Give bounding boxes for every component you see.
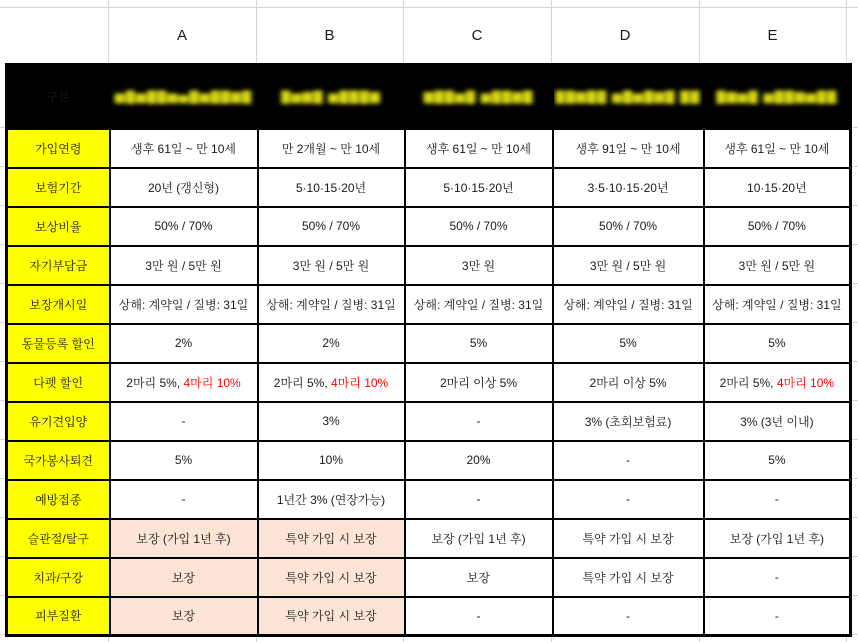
company-name-redacted-d[interactable] xyxy=(553,65,704,129)
company-name-redacted-b[interactable] xyxy=(258,65,405,129)
value-cell-e-row4[interactable]: 3만 원 / 5만 원 xyxy=(704,246,851,285)
value-cell-c-row8[interactable]: - xyxy=(405,402,553,441)
value-cell-a-row1[interactable]: 생후 61일 ~ 만 10세 xyxy=(110,129,258,168)
table-row xyxy=(7,402,851,441)
redacted-text: █▆▇█ ▆███▇ xyxy=(281,89,381,103)
value-cell-c-row9[interactable]: 20% xyxy=(405,441,553,480)
table-row xyxy=(7,246,851,285)
value-cell-e-row11[interactable]: 보장 (가입 1년 후) xyxy=(704,519,851,558)
value-cell-d-row1[interactable]: 생후 91일 ~ 만 10세 xyxy=(553,129,704,168)
row-label-cell[interactable]: 가입연령 xyxy=(7,129,110,168)
pet-insurance-comparison-table xyxy=(5,63,852,637)
table-header-row xyxy=(7,65,851,129)
redacted-text: ▇██▆█ ▆██▇█ xyxy=(423,89,534,103)
value-cell-b-row2[interactable]: 5·10·15·20년 xyxy=(258,168,405,207)
table-row xyxy=(7,597,851,636)
column-letter-e[interactable]: E xyxy=(767,26,778,44)
value-cell-a-row11[interactable]: 보장 (가입 1년 후) xyxy=(110,519,258,558)
value-cell-a-row7[interactable] xyxy=(110,363,258,402)
value-cell-a-row2[interactable]: 20년 (갱신형) xyxy=(110,168,258,207)
table-row xyxy=(7,558,851,597)
value-cell-c-row2[interactable]: 5·10·15·20년 xyxy=(405,168,553,207)
letter-cell-empty[interactable] xyxy=(5,7,108,63)
value-cell-d-row3[interactable]: 50% / 70% xyxy=(553,207,704,246)
value-cell-e-row6[interactable]: 5% xyxy=(704,324,851,363)
row-label-cell[interactable]: 동물등록 할인 xyxy=(7,324,110,363)
company-name-redacted-a[interactable] xyxy=(110,65,258,129)
value-cell-b-row6[interactable]: 2% xyxy=(258,324,405,363)
value-cell-d-row13[interactable]: - xyxy=(553,597,704,636)
corner-header-cell[interactable]: 구분 xyxy=(7,65,110,129)
value-cell-e-row10[interactable]: - xyxy=(704,480,851,519)
value-cell-d-row8[interactable]: 3% (초회보험료) xyxy=(553,402,704,441)
table-row xyxy=(7,207,851,246)
value-cell-c-row12[interactable]: 보장 xyxy=(405,558,553,597)
cell-text: 2마리 5%, xyxy=(273,375,331,390)
row-label-cell[interactable]: 자기부담금 xyxy=(7,246,110,285)
value-cell-a-row5[interactable]: 상해: 계약일 / 질병: 31일 xyxy=(110,285,258,324)
row-label-cell[interactable]: 피부질환 xyxy=(7,597,110,636)
value-cell-b-row3[interactable]: 50% / 70% xyxy=(258,207,405,246)
value-cell-e-row1[interactable]: 생후 61일 ~ 만 10세 xyxy=(704,129,851,168)
value-cell-c-row7[interactable]: 2마리 이상 5% xyxy=(405,363,553,402)
value-cell-d-row9[interactable]: - xyxy=(553,441,704,480)
column-letter-c[interactable]: C xyxy=(471,26,483,44)
value-cell-e-row8[interactable]: 3% (3년 이내) xyxy=(704,402,851,441)
value-cell-a-row10[interactable]: - xyxy=(110,480,258,519)
value-cell-d-row4[interactable]: 3만 원 / 5만 원 xyxy=(553,246,704,285)
row-label-cell[interactable]: 치과/구강 xyxy=(7,558,110,597)
row-label-cell[interactable]: 보험기간 xyxy=(7,168,110,207)
row-label-cell[interactable]: 국가봉사퇴견 xyxy=(7,441,110,480)
value-cell-b-row1[interactable]: 만 2개월 ~ 만 10세 xyxy=(258,129,405,168)
value-cell-d-row2[interactable]: 3·5·10·15·20년 xyxy=(553,168,704,207)
value-cell-b-row13[interactable]: 특약 가입 시 보장 xyxy=(258,597,405,636)
value-cell-c-row11[interactable]: 보장 (가입 1년 후) xyxy=(405,519,553,558)
row-label-cell[interactable]: 예방접종 xyxy=(7,480,110,519)
value-cell-d-row5[interactable]: 상해: 계약일 / 질병: 31일 xyxy=(553,285,704,324)
redacted-text: █▇▆█ ▆██▇▆██ xyxy=(716,89,838,103)
value-cell-b-row9[interactable]: 10% xyxy=(258,441,405,480)
value-cell-e-row3[interactable]: 50% / 70% xyxy=(704,207,851,246)
value-cell-b-row7[interactable] xyxy=(258,363,405,402)
value-cell-d-row6[interactable]: 5% xyxy=(553,324,704,363)
column-letter-b[interactable]: B xyxy=(324,26,335,44)
value-cell-c-row6[interactable]: 5% xyxy=(405,324,553,363)
redacted-text: ██▇██ ▆█▆█▇█ ██ xyxy=(555,89,701,103)
value-cell-c-row1[interactable]: 생후 61일 ~ 만 10세 xyxy=(405,129,553,168)
value-cell-d-row11[interactable]: 특약 가입 시 보장 xyxy=(553,519,704,558)
value-cell-c-row13[interactable]: - xyxy=(405,597,553,636)
value-cell-d-row10[interactable]: - xyxy=(553,480,704,519)
cell-text-red: 4마리 10% xyxy=(183,375,241,390)
value-cell-b-row10[interactable]: 1년간 3% (연장가능) xyxy=(258,480,405,519)
table-row xyxy=(7,480,851,519)
value-cell-c-row3[interactable]: 50% / 70% xyxy=(405,207,553,246)
value-cell-e-row2[interactable]: 10·15·20년 xyxy=(704,168,851,207)
value-cell-a-row8[interactable]: - xyxy=(110,402,258,441)
row-label-cell[interactable]: 유기견입양 xyxy=(7,402,110,441)
value-cell-a-row4[interactable]: 3만 원 / 5만 원 xyxy=(110,246,258,285)
table-row xyxy=(7,519,851,558)
row-label-cell[interactable]: 보장개시일 xyxy=(7,285,110,324)
value-cell-a-row6[interactable]: 2% xyxy=(110,324,258,363)
value-cell-a-row12[interactable]: 보장 xyxy=(110,558,258,597)
value-cell-e-row12[interactable]: - xyxy=(704,558,851,597)
value-cell-d-row7[interactable]: 2마리 이상 5% xyxy=(553,363,704,402)
cell-text: 2마리 5%, xyxy=(719,375,777,390)
table-row xyxy=(7,324,851,363)
value-cell-d-row12[interactable]: 특약 가입 시 보장 xyxy=(553,558,704,597)
table-row xyxy=(7,441,851,480)
column-letter-a[interactable]: A xyxy=(176,26,187,44)
value-cell-e-row5[interactable]: 상해: 계약일 / 질병: 31일 xyxy=(704,285,851,324)
value-cell-b-row4[interactable]: 3만 원 / 5만 원 xyxy=(258,246,405,285)
value-cell-e-row9[interactable]: 5% xyxy=(704,441,851,480)
value-cell-a-row3[interactable]: 50% / 70% xyxy=(110,207,258,246)
value-cell-a-row13[interactable]: 보장 xyxy=(110,597,258,636)
table-row xyxy=(7,168,851,207)
column-letter-d[interactable]: D xyxy=(619,26,631,44)
cell-text: 2마리 5%, xyxy=(126,375,184,390)
value-cell-e-row7[interactable] xyxy=(704,363,851,402)
value-cell-c-row10[interactable]: - xyxy=(405,480,553,519)
value-cell-b-row12[interactable]: 특약 가입 시 보장 xyxy=(258,558,405,597)
value-cell-b-row11[interactable]: 특약 가입 시 보장 xyxy=(258,519,405,558)
company-name-redacted-e[interactable] xyxy=(704,65,851,129)
row-label-cell[interactable]: 다펫 할인 xyxy=(7,363,110,402)
value-cell-c-row5[interactable]: 상해: 계약일 / 질병: 31일 xyxy=(405,285,553,324)
value-cell-a-row9[interactable]: 5% xyxy=(110,441,258,480)
value-cell-e-row13[interactable]: - xyxy=(704,597,851,636)
table-row xyxy=(7,363,851,402)
cell-text-red: 4마리 10% xyxy=(776,375,835,390)
table-row xyxy=(7,285,851,324)
value-cell-b-row5[interactable]: 상해: 계약일 / 질병: 31일 xyxy=(258,285,405,324)
redacted-text: ▆█▆██▆▅█▆██▇█ xyxy=(114,89,253,103)
value-cell-c-row4[interactable]: 3만 원 xyxy=(405,246,553,285)
row-label-cell[interactable]: 슬관절/탈구 xyxy=(7,519,110,558)
value-cell-b-row8[interactable]: 3% xyxy=(258,402,405,441)
company-name-redacted-c[interactable] xyxy=(405,65,553,129)
table-row xyxy=(7,129,851,168)
cell-text-red: 4마리 10% xyxy=(331,375,389,390)
column-letters-row xyxy=(5,7,846,63)
row-label-cell[interactable]: 보상비율 xyxy=(7,207,110,246)
